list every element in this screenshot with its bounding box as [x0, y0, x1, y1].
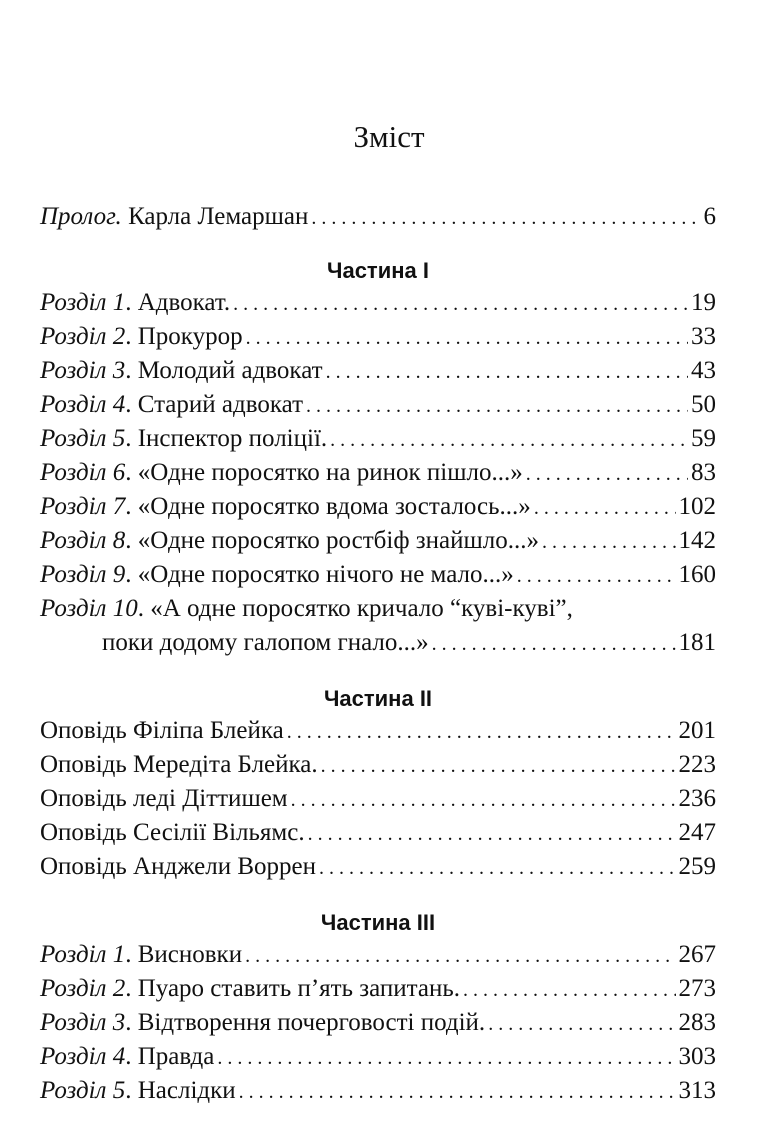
entry-label-italic: Розділ 3	[40, 357, 126, 384]
entry-label-italic: Розділ 4	[40, 391, 126, 418]
leader-dots	[534, 491, 676, 525]
entry-page: 223	[678, 751, 716, 778]
entry-title: Оповідь Мередіта Блейка.	[40, 751, 318, 778]
part-heading-3: Частина III	[320, 910, 436, 935]
toc-entry[interactable]	[40, 748, 716, 782]
toc-entry[interactable]	[40, 456, 716, 490]
entry-label-italic: Розділ 5	[40, 1077, 126, 1104]
entry-page: 102	[678, 493, 716, 520]
table-of-contents	[40, 200, 716, 1108]
toc-entry[interactable]	[40, 320, 716, 354]
entry-label-italic: Розділ 6	[40, 459, 126, 486]
entry-title: Оповідь Сесілії Вільямс.	[40, 819, 305, 846]
entry-page: 247	[678, 819, 716, 846]
leader-dots	[291, 783, 676, 817]
entry-label	[40, 200, 308, 234]
entry-page: 83	[691, 459, 716, 486]
entry-title: . Висновки	[125, 941, 243, 968]
entry-page: 6	[703, 203, 716, 230]
toc-entry[interactable]	[40, 490, 716, 524]
entry-label-italic: Розділ 2	[40, 975, 126, 1002]
entry-label-italic: Розділ 2	[40, 323, 126, 350]
toc-entry[interactable]	[40, 938, 716, 972]
entry-label-italic: Розділ 9	[40, 561, 126, 588]
entry-title: . «Одне поросятко на ринок пішло...»	[125, 459, 523, 486]
entry-title: . Прокурор	[125, 323, 243, 350]
entry-title: . «Одне поросятко ростбіф знайшло...»	[125, 527, 540, 554]
toc-entry[interactable]	[40, 1040, 716, 1074]
entry-page: 267	[678, 941, 716, 968]
toc-entry[interactable]	[40, 1074, 716, 1108]
entry-label-italic: Розділ 5	[40, 425, 126, 452]
toc-entry[interactable]	[40, 558, 716, 592]
entry-title-continued: поки додому галопом гнало...»	[102, 629, 429, 656]
toc-entry[interactable]	[40, 972, 716, 1006]
leader-dots	[233, 287, 688, 321]
leader-dots	[326, 355, 688, 389]
entry-title: Оповідь леді Діттишем	[40, 785, 288, 812]
entry-title: . Інспектор поліції.	[125, 425, 328, 452]
toc-entry[interactable]	[40, 354, 716, 388]
entry-page: 59	[691, 425, 716, 452]
entry-title: . Молодий адвокат	[125, 357, 323, 384]
toc-entry[interactable]	[40, 782, 716, 816]
leader-dots	[526, 457, 688, 491]
leader-dots	[463, 973, 675, 1007]
toc-entry[interactable]	[40, 524, 716, 558]
entry-title: Карла Лемаршан	[121, 203, 309, 230]
entry-title: . «Одне поросятко вдома зосталось...»	[125, 493, 531, 520]
entry-label-italic: Розділ 4	[40, 1043, 126, 1070]
page-title: Зміст	[353, 119, 425, 154]
entry-page: 283	[678, 1009, 716, 1036]
entry-label-italic: Розділ 8	[40, 527, 126, 554]
toc-entry[interactable]	[40, 286, 716, 320]
entry-page: 160	[678, 561, 716, 588]
entry-title: . Адвокат.	[125, 289, 231, 316]
entry-label-italic: Розділ 7	[40, 493, 126, 520]
toc-entry[interactable]	[40, 714, 716, 748]
leader-dots	[217, 1041, 675, 1075]
entry-title: . Правда	[125, 1043, 215, 1070]
entry-label-italic: Розділ 3	[40, 1009, 126, 1036]
leader-dots	[239, 1075, 676, 1109]
toc-entry-multiline[interactable]	[40, 592, 716, 660]
toc-entry[interactable]	[40, 816, 716, 850]
leader-dots	[542, 525, 675, 559]
entry-title: . Старий адвокат	[125, 391, 303, 418]
entry-page: 142	[678, 527, 716, 554]
entry-page: 19	[691, 289, 716, 316]
entry-page: 259	[678, 853, 716, 880]
leader-dots	[246, 321, 688, 355]
entry-label-italic: Розділ 10	[40, 595, 138, 622]
leader-dots	[488, 1007, 675, 1041]
entry-label-italic: Пролог.	[40, 203, 122, 230]
leader-dots	[306, 389, 688, 423]
leader-dots	[321, 749, 676, 783]
leader-dots	[330, 423, 688, 457]
leader-dots	[517, 559, 676, 593]
leader-dots	[311, 201, 700, 235]
entry-page: 303	[678, 1043, 716, 1070]
leader-dots	[319, 851, 675, 885]
entry-page: 50	[691, 391, 716, 418]
entry-page: 43	[691, 357, 716, 384]
entry-title: . Пуаро ставить п’ять запитань.	[125, 975, 461, 1002]
entry-page: 313	[678, 1077, 716, 1104]
toc-entry[interactable]	[40, 1006, 716, 1040]
entry-title: . Наслідки	[125, 1077, 236, 1104]
leader-dots	[432, 627, 676, 661]
entry-title: Оповідь Анджели Воррен	[40, 853, 317, 880]
entry-page: 273	[678, 975, 716, 1002]
entry-page: 236	[678, 785, 716, 812]
entry-title: . «А одне поросятко кричало “куві-куві”,	[137, 595, 573, 622]
leader-dots	[287, 715, 676, 749]
entry-page: 181	[678, 629, 716, 656]
entry-title: . «Одне поросятко нічого не мало...»	[125, 561, 514, 588]
entry-page: 201	[678, 717, 716, 744]
entry-title: . Відтворення почерговості подій.	[125, 1009, 486, 1036]
leader-dots	[245, 939, 675, 973]
entry-label-italic: Розділ 1	[40, 289, 126, 316]
toc-entry-prologue[interactable]	[40, 200, 716, 234]
entry-page: 33	[691, 323, 716, 350]
toc-entry[interactable]	[40, 388, 716, 422]
part-heading-1: Частина I	[327, 258, 429, 283]
toc-entry[interactable]	[40, 422, 716, 456]
leader-dots	[308, 817, 676, 851]
entry-title: Оповідь Філіпа Блейка	[40, 717, 284, 744]
part-heading-2: Частина II	[323, 686, 433, 711]
entry-label-italic: Розділ 1	[40, 941, 126, 968]
toc-entry[interactable]	[40, 850, 716, 884]
